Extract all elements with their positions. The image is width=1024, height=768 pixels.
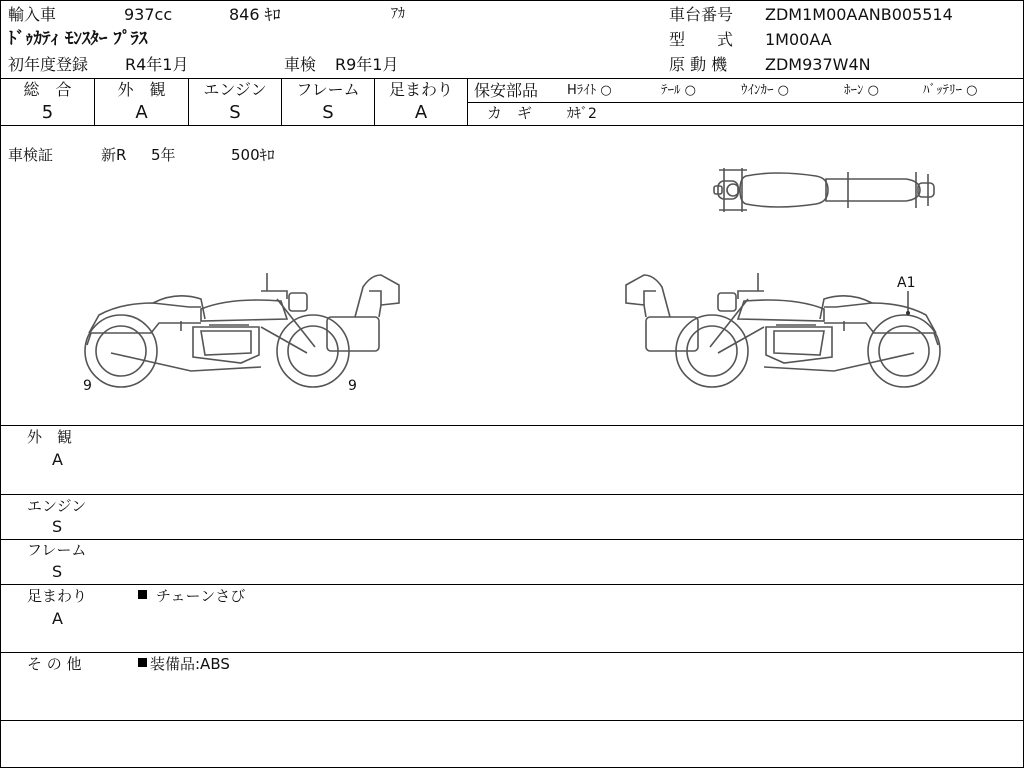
certificate-value: 新R <box>101 146 127 164</box>
safety-parts-label: 保安部品 <box>474 81 539 100</box>
model-type-label: 型 式 <box>669 30 734 49</box>
key-label: カ ギ <box>487 104 533 122</box>
color: ｱｶ <box>391 6 405 22</box>
first-registration-value: R4年1月 <box>125 55 189 74</box>
divider <box>1 584 1023 585</box>
engine-model-label: 原 動 機 <box>669 55 728 74</box>
divider <box>1 78 1023 79</box>
damage-mark-left-front: 9 <box>83 378 92 394</box>
divider <box>1 425 1023 426</box>
grade-label: 総 合 <box>23 80 72 99</box>
divider <box>1 494 1023 495</box>
bullet-square-icon <box>138 658 147 667</box>
safety-item-headlight: Hﾗｲﾄ ○ <box>567 83 612 98</box>
section-note: チェーンさび <box>138 589 245 604</box>
section-note: 装備品:ABS <box>138 657 230 672</box>
damage-mark-left-rear: 9 <box>348 378 357 394</box>
model-type-value: 1M00AA <box>765 30 832 49</box>
section-label: エンジン <box>27 497 87 515</box>
safety-item-winker: ｳｲﾝｶｰ ○ <box>741 83 789 98</box>
frame-number-label: 車台番号 <box>669 5 734 24</box>
damage-mark-a1: A1 <box>897 275 916 291</box>
section-label: 外 観 <box>27 428 73 446</box>
key-value: ｶｷﾞ2 <box>567 106 597 122</box>
grade-overall <box>1 81 94 122</box>
grade-value: S <box>229 102 241 123</box>
first-registration-label: 初年度登録 <box>8 55 89 74</box>
import-label: 輸入車 <box>8 5 57 24</box>
section-grade: A <box>52 450 63 469</box>
divider <box>467 102 1023 103</box>
motorcycle-left-side-diagram <box>81 269 406 389</box>
section-label: 足まわり <box>27 587 88 605</box>
divider <box>1 720 1023 721</box>
inspection-value: R9年1月 <box>335 55 399 74</box>
divider <box>1 125 1023 126</box>
certificate-years: 5年 <box>151 146 176 164</box>
grade-label: フレーム <box>296 80 360 99</box>
grade-frame <box>282 81 374 122</box>
safety-item-taillight: ﾃｰﾙ ○ <box>661 83 696 98</box>
model-name: ﾄﾞｩｶﾃｨ ﾓﾝｽﾀｰ ﾌﾟﾗｽ <box>8 29 148 49</box>
section-grade: A <box>52 609 63 628</box>
displacement: 937cc <box>124 5 173 24</box>
grade-exterior <box>95 81 188 122</box>
grade-value: A <box>135 102 148 123</box>
bullet-square-icon <box>138 590 147 599</box>
section-grade: S <box>52 562 63 581</box>
grade-suspension <box>375 81 467 122</box>
section-grade: S <box>52 517 63 536</box>
motorcycle-top-view-diagram <box>706 164 946 216</box>
grade-label: 足まわり <box>388 80 453 99</box>
inspection-label: 車検 <box>284 55 317 74</box>
grade-engine <box>189 81 281 122</box>
certificate-mileage: 500ｷﾛ <box>231 146 275 164</box>
section-label: そ の 他 <box>27 655 82 673</box>
grade-label: エンジン <box>203 80 267 99</box>
grade-value: S <box>322 102 334 123</box>
engine-model-value: ZDM937W4N <box>765 55 871 74</box>
divider <box>1 652 1023 653</box>
grade-label: 外 観 <box>117 80 166 99</box>
safety-item-horn: ﾎｰﾝ ○ <box>844 83 879 98</box>
frame-number-value: ZDM1M00AANB005514 <box>765 5 953 24</box>
odometer: 846 ｷﾛ <box>229 5 281 24</box>
safety-item-battery: ﾊﾞｯﾃﾘｰ ○ <box>923 83 978 98</box>
section-label: フレーム <box>27 541 87 559</box>
grade-value: 5 <box>41 102 54 123</box>
motorcycle-right-side-diagram <box>619 269 944 389</box>
grade-value: A <box>414 102 428 123</box>
divider <box>1 539 1023 540</box>
certificate-label: 車検証 <box>8 146 54 164</box>
